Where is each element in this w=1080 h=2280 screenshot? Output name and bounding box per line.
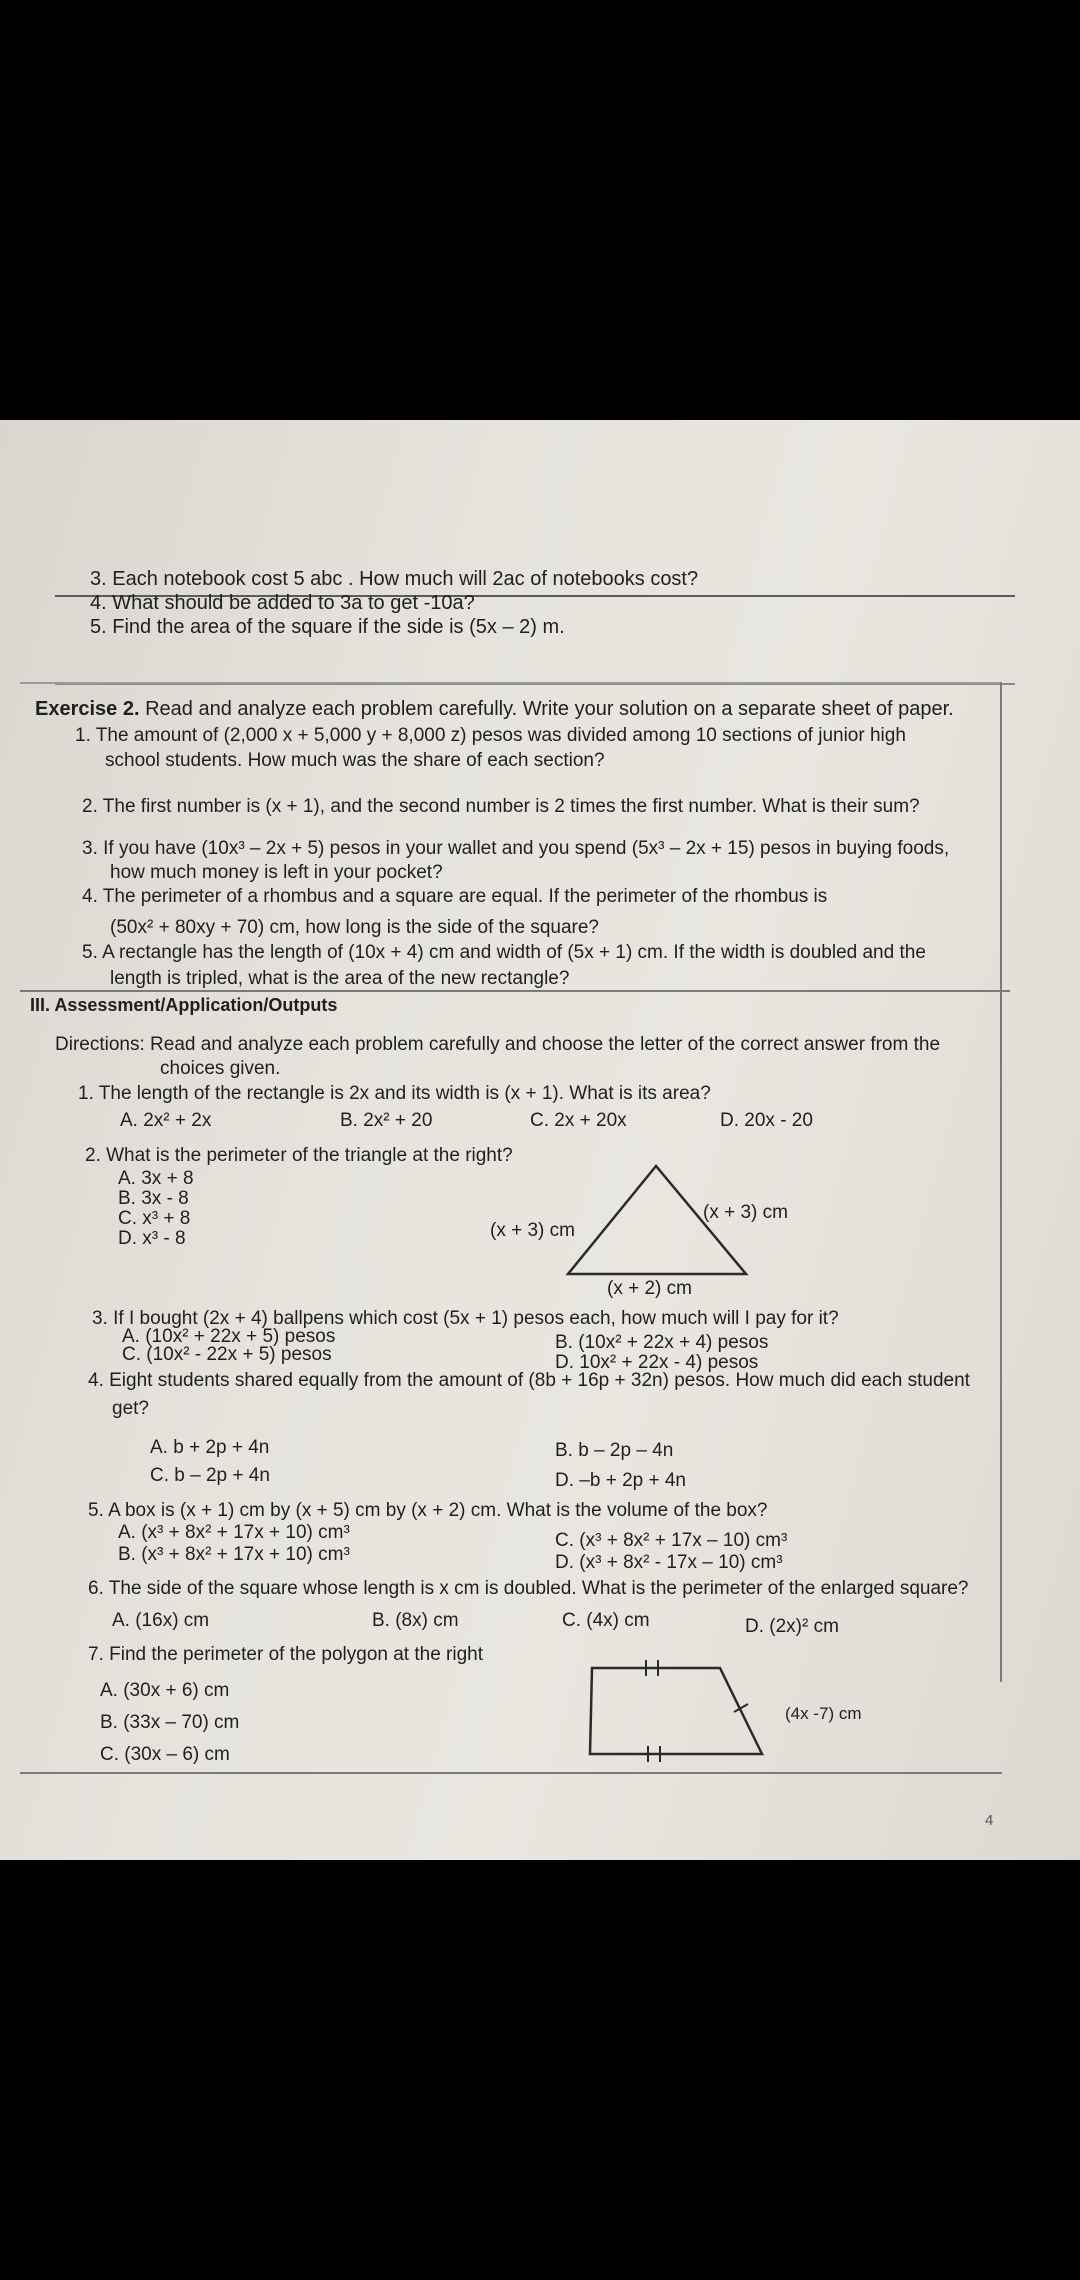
as-q1-choice-a: A. 2x² + 2x — [120, 1110, 212, 1131]
as-q7-choice-a: A. (30x + 6) cm — [100, 1680, 230, 1701]
exercise2-title: Exercise 2. — [35, 698, 140, 720]
assessment-heading: III. Assessment/Application/Outputs — [30, 995, 338, 1015]
as-q7-choice-c: C. (30x – 6) cm — [100, 1744, 230, 1765]
ex2-q3-line2: how much money is left in your pocket? — [110, 862, 443, 883]
top-q5: 5. Find the area of the square if the side is (5x – 2) m. — [90, 616, 565, 638]
ex2-q1-line2: school students. How much was the share of each section? — [105, 750, 605, 771]
as-q6-choice-a: A. (16x) cm — [112, 1610, 210, 1631]
as-q6: 6. The side of the square whose length is x cm is doubled. What is the perimeter of the enlarged square? — [88, 1578, 969, 1599]
ex2-q4-line1: 4. The perimeter of a rhombus and a square are equal. If the perimeter of the rhombus is — [82, 886, 828, 907]
as-q2-choice-a: A. 3x + 8 — [118, 1168, 194, 1189]
as-q5-choice-d: D. (x³ + 8x² - 17x – 10) cm³ — [555, 1552, 783, 1573]
exercise2-header — [35, 698, 954, 720]
as-q4-choice-d: D. –b + 2p + 4n — [555, 1470, 686, 1491]
ex2-q1-line1: 1. The amount of (2,000 x + 5,000 y + 8,000 z) pesos was divided among 10 sections of junior high — [75, 725, 906, 746]
as-q1-choice-d: D. 20x - 20 — [720, 1110, 813, 1131]
as-q2-choice-c: C. x³ + 8 — [118, 1208, 191, 1229]
top-q4: 4. What should be added to 3a to get -10a? — [90, 592, 475, 614]
ex2-q4-line2: (50x² + 80xy + 70) cm, how long is the side of the square? — [110, 917, 599, 938]
ex2-q3-line1: 3. If you have (10x³ – 2x + 5) pesos in your wallet and you spend (5x³ – 2x + 15) pesos in buying foods, — [82, 838, 950, 859]
as-q7-choice-b: B. (33x – 70) cm — [100, 1712, 240, 1733]
as-q3-choice-b: B. (10x² + 22x + 4) pesos — [555, 1332, 769, 1353]
as-q6-choice-c: C. (4x) cm — [562, 1610, 650, 1631]
trapezoid-figure — [540, 1658, 780, 1768]
as-q1: 1. The length of the rectangle is 2x and its width is (x + 1). What is its area? — [78, 1083, 711, 1104]
as-q5: 5. A box is (x + 1) cm by (x + 5) cm by (x + 2) cm. What is the volume of the box? — [88, 1500, 768, 1521]
as-q2-choice-b: B. 3x - 8 — [118, 1188, 189, 1209]
as-q5-choice-a: A. (x³ + 8x² + 17x + 10) cm³ — [118, 1522, 350, 1543]
as-q4-line1: 4. Eight students shared equally from the amount of (8b + 16p + 32n) pesos. How much did each student — [88, 1370, 970, 1391]
as-q4-choice-a: A. b + 2p + 4n — [150, 1437, 270, 1458]
worksheet-page — [0, 420, 1080, 1860]
as-q5-choice-c: C. (x³ + 8x² + 17x – 10) cm³ — [555, 1530, 788, 1551]
as-q3-choice-c: C. (10x² - 22x + 5) pesos — [122, 1344, 332, 1365]
page-number: 4 — [985, 1812, 994, 1829]
bottom-border — [20, 1772, 1002, 1774]
ex2-q2: 2. The first number is (x + 1), and the second number is 2 times the first number. What is their sum? — [82, 796, 920, 817]
as-q5-choice-b: B. (x³ + 8x² + 17x + 10) cm³ — [118, 1544, 350, 1565]
directions-line1: Directions: Read and analyze each problem carefully and choose the letter of the correct answer from the — [55, 1034, 941, 1055]
photo-of-worksheet — [0, 420, 1080, 1860]
ex2-q5-line1: 5. A rectangle has the length of (10x + 4) cm and width of (5x + 1) cm. If the width is doubled and the — [82, 942, 926, 963]
ex2-q5-line2: length is tripled, what is the area of the new rectangle? — [110, 968, 570, 989]
as-q6-choice-d: D. (2x)² cm — [745, 1616, 839, 1637]
as-q4-choice-b: B. b – 2p – 4n — [555, 1440, 674, 1461]
triangle-label-left: (x + 3) cm — [490, 1220, 575, 1241]
as-q3: 3. If I bought (2x + 4) ballpens which cost (5x + 1) pesos each, how much will I pay for it? — [92, 1308, 839, 1329]
directions-line2: choices given. — [160, 1058, 281, 1079]
as-q4-choice-c: C. b – 2p + 4n — [150, 1465, 270, 1486]
exercise2-instruction: Read and analyze each problem carefully. Write your solution on a separate sheet of paper. — [145, 698, 954, 720]
divider — [20, 990, 1010, 992]
divider — [20, 682, 1000, 684]
as-q2-choice-d: D. x³ - 8 — [118, 1228, 186, 1249]
as-q6-choice-b: B. (8x) cm — [372, 1610, 459, 1631]
as-q7: 7. Find the perimeter of the polygon at the right — [88, 1644, 484, 1665]
as-q3-choice-d: D. 10x² + 22x - 4) pesos — [555, 1352, 759, 1373]
top-q3: 3. Each notebook cost 5 abc . How much will 2ac of notebooks cost? — [90, 568, 699, 590]
as-q1-choice-b: B. 2x² + 20 — [340, 1110, 433, 1131]
right-border — [1000, 682, 1002, 1682]
as-q4-line2: get? — [112, 1398, 149, 1419]
as-q2: 2. What is the perimeter of the triangle at the right? — [85, 1145, 513, 1166]
triangle-label-right: (x + 3) cm — [703, 1202, 788, 1223]
as-q3-choice-a: A. (10x² + 22x + 5) pesos — [122, 1326, 336, 1347]
polygon-label: (4x -7) cm — [785, 1704, 862, 1723]
triangle-label-bottom: (x + 2) cm — [607, 1278, 692, 1299]
as-q1-choice-c: C. 2x + 20x — [530, 1110, 627, 1131]
